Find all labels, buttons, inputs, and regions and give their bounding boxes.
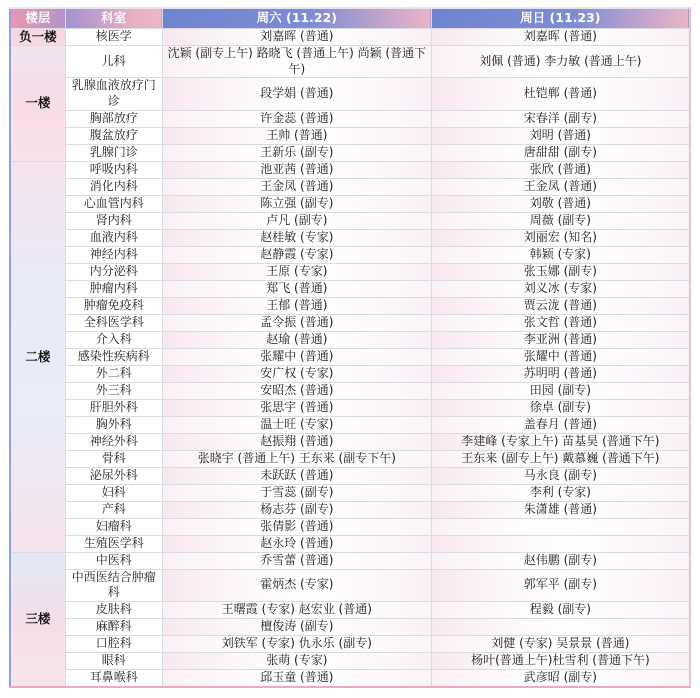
saturday-cell: 安昭杰 (普通) [162, 382, 431, 399]
saturday-cell: 未跃跃 (普通) [162, 467, 431, 484]
sunday-cell: 李建峰 (专家上午) 苗基昊 (普通下午) [431, 433, 690, 450]
table-row [10, 618, 690, 635]
sunday-cell: 刘佩 (普通) 李力敏 (普通上午) [431, 46, 690, 78]
table-row [10, 195, 690, 212]
department-cell: 呼吸内科 [65, 161, 162, 178]
saturday-cell: 张思宇 (普通) [162, 399, 431, 416]
saturday-cell: 温士旺 (专家) [162, 416, 431, 433]
sunday-cell: 徐卓 (副专) [431, 399, 690, 416]
department-cell: 中医科 [65, 552, 162, 569]
saturday-cell: 张耀中 (普通) [162, 348, 431, 365]
department-cell: 麻醉科 [65, 618, 162, 635]
sunday-cell [431, 518, 690, 535]
department-cell: 感染性疾病科 [65, 348, 162, 365]
department-cell: 皮肤科 [65, 601, 162, 618]
sunday-cell: 周薇 (副专) [431, 212, 690, 229]
saturday-cell: 于雪蕊 (副专) [162, 484, 431, 501]
department-cell: 妇科 [65, 484, 162, 501]
saturday-cell: 乔雪蕾 (普通) [162, 552, 431, 569]
department-cell: 产科 [65, 501, 162, 518]
department-cell: 心血管内科 [65, 195, 162, 212]
department-cell: 外三科 [65, 382, 162, 399]
table-row [10, 348, 690, 365]
sunday-cell: 王金凤 (普通) [431, 178, 690, 195]
saturday-cell: 沈颖 (副专上午) 路晓飞 (普通上午) 尚颖 (普通下午) [162, 46, 431, 78]
sunday-cell: 郭军平 (副专) [431, 569, 690, 601]
table-row [10, 78, 690, 110]
department-cell: 消化内科 [65, 178, 162, 195]
table-row [10, 161, 690, 178]
floor-cell: 二楼 [10, 161, 65, 552]
department-cell: 介入科 [65, 331, 162, 348]
department-cell: 全科医学科 [65, 314, 162, 331]
table-row [10, 450, 690, 467]
department-cell: 妇瘤科 [65, 518, 162, 535]
header-row [10, 8, 690, 29]
sunday-cell: 赵伟鹏 (副专) [431, 552, 690, 569]
sunday-cell: 刘丽宏 (知名) [431, 229, 690, 246]
saturday-cell: 邱玉童 (普通) [162, 669, 431, 687]
table-row [10, 314, 690, 331]
duty-schedule-table [9, 7, 691, 688]
saturday-cell: 陈立强 (副专) [162, 195, 431, 212]
saturday-cell: 赵永玲 (普通) [162, 535, 431, 552]
department-cell: 血液内科 [65, 229, 162, 246]
department-cell: 神经外科 [65, 433, 162, 450]
sunday-cell: 王东来 (副专上午) 戴慕巍 (普通下午) [431, 450, 690, 467]
sunday-cell: 盖春月 (普通) [431, 416, 690, 433]
department-cell: 胸外科 [65, 416, 162, 433]
saturday-cell: 张倩影 (普通) [162, 518, 431, 535]
saturday-cell: 许金蕊 (普通) [162, 110, 431, 127]
sunday-cell: 宋春洋 (副专) [431, 110, 690, 127]
department-cell: 腹盆放疗 [65, 127, 162, 144]
saturday-cell: 安广权 (专家) [162, 365, 431, 382]
saturday-cell: 杨志芬 (副专) [162, 501, 431, 518]
table-row [10, 110, 690, 127]
table-row [10, 501, 690, 518]
header-sunday: 周日 (11.23) [431, 8, 690, 29]
sunday-cell: 程毅 (副专) [431, 601, 690, 618]
table-row [10, 297, 690, 314]
saturday-cell: 刘铁军 (专家) 仇永乐 (副专) [162, 635, 431, 652]
table-row [10, 246, 690, 263]
saturday-cell: 段学娟 (普通) [162, 78, 431, 110]
table-row [10, 635, 690, 652]
sunday-cell: 刘嘉晖 (普通) [431, 29, 690, 46]
table-row [10, 263, 690, 280]
sunday-cell: 张文哲 (普通) [431, 314, 690, 331]
sunday-cell [431, 535, 690, 552]
department-cell: 肝胆外科 [65, 399, 162, 416]
department-cell: 儿科 [65, 46, 162, 78]
table-row [10, 144, 690, 161]
sunday-cell: 张耀中 (普通) [431, 348, 690, 365]
sunday-cell: 贾云泷 (普通) [431, 297, 690, 314]
department-cell: 肿瘤内科 [65, 280, 162, 297]
table-row [10, 535, 690, 552]
table-row [10, 29, 690, 46]
saturday-cell: 赵静霞 (专家) [162, 246, 431, 263]
department-cell: 中西医结合肿瘤科 [65, 569, 162, 601]
department-cell: 口腔科 [65, 635, 162, 652]
table-row [10, 467, 690, 484]
saturday-cell: 霍炳杰 (专家) [162, 569, 431, 601]
table-row [10, 280, 690, 297]
saturday-cell: 王曙霞 (专家) 赵宏业 (普通) [162, 601, 431, 618]
sunday-cell: 田园 (副专) [431, 382, 690, 399]
table-row [10, 229, 690, 246]
floor-cell: 三楼 [10, 552, 65, 687]
department-cell: 乳腺门诊 [65, 144, 162, 161]
department-cell: 肿瘤免疫科 [65, 297, 162, 314]
table-row [10, 416, 690, 433]
sunday-cell: 杨叶(普通上午)杜雪利 (普通下午) [431, 652, 690, 669]
saturday-cell: 张萌 (专家) [162, 652, 431, 669]
table-row [10, 518, 690, 535]
table-row [10, 127, 690, 144]
saturday-cell: 檀俊涛 (副专) [162, 618, 431, 635]
department-cell: 胸部放疗 [65, 110, 162, 127]
sunday-cell: 杜铠郸 (普通) [431, 78, 690, 110]
saturday-cell: 卢凡 (副专) [162, 212, 431, 229]
department-cell: 眼科 [65, 652, 162, 669]
department-cell: 肾内科 [65, 212, 162, 229]
sunday-cell [431, 618, 690, 635]
saturday-cell: 郑飞 (普通) [162, 280, 431, 297]
table-row [10, 178, 690, 195]
table-header [10, 8, 690, 29]
sunday-cell: 刘健 (专家) 吴景景 (普通) [431, 635, 690, 652]
saturday-cell: 赵瑜 (普通) [162, 331, 431, 348]
sunday-cell: 李利 (专家) [431, 484, 690, 501]
saturday-cell: 赵振翔 (普通) [162, 433, 431, 450]
schedule-body [10, 29, 690, 687]
department-cell: 耳鼻喉科 [65, 669, 162, 687]
table-row [10, 212, 690, 229]
sunday-cell: 张欣 (普通) [431, 161, 690, 178]
sunday-cell: 武彦昭 (副专) [431, 669, 690, 687]
header-saturday: 周六 (11.22) [162, 8, 431, 29]
department-cell: 生殖医学科 [65, 535, 162, 552]
table-row [10, 331, 690, 348]
saturday-cell: 孟令振 (普通) [162, 314, 431, 331]
saturday-cell: 王金凤 (普通) [162, 178, 431, 195]
department-cell: 内分泌科 [65, 263, 162, 280]
table-row [10, 433, 690, 450]
sunday-cell: 朱潇雄 (普通) [431, 501, 690, 518]
floor-cell: 一楼 [10, 46, 65, 161]
table-row [10, 601, 690, 618]
header-floor: 楼层 [10, 8, 65, 29]
department-cell: 骨科 [65, 450, 162, 467]
department-cell: 泌尿外科 [65, 467, 162, 484]
sunday-cell: 唐甜甜 (副专) [431, 144, 690, 161]
department-cell: 外二科 [65, 365, 162, 382]
department-cell: 乳腺血液放疗门诊 [65, 78, 162, 110]
table-row [10, 46, 690, 78]
table-row [10, 365, 690, 382]
department-cell: 核医学 [65, 29, 162, 46]
sunday-cell: 张玉娜 (副专) [431, 263, 690, 280]
table-row [10, 552, 690, 569]
header-department: 科室 [65, 8, 162, 29]
table-row [10, 569, 690, 601]
table-row [10, 652, 690, 669]
saturday-cell: 池亚茜 (普通) [162, 161, 431, 178]
saturday-cell: 赵桂敏 (专家) [162, 229, 431, 246]
sunday-cell: 刘义冰 (专家) [431, 280, 690, 297]
saturday-cell: 刘嘉晖 (普通) [162, 29, 431, 46]
table-row [10, 399, 690, 416]
table-row [10, 484, 690, 501]
table-row [10, 669, 690, 687]
saturday-cell: 王郁 (普通) [162, 297, 431, 314]
sunday-cell: 刘敬 (普通) [431, 195, 690, 212]
saturday-cell: 王帅 (普通) [162, 127, 431, 144]
sunday-cell: 刘明 (普通) [431, 127, 690, 144]
sunday-cell: 李亚洲 (普通) [431, 331, 690, 348]
saturday-cell: 王原 (专家) [162, 263, 431, 280]
sunday-cell: 苏明明 (普通) [431, 365, 690, 382]
table-row [10, 382, 690, 399]
saturday-cell: 王新乐 (副专) [162, 144, 431, 161]
saturday-cell: 张晓宇 (普通上午) 王东来 (副专下午) [162, 450, 431, 467]
sunday-cell: 马永良 (副专) [431, 467, 690, 484]
floor-cell: 负一楼 [10, 29, 65, 46]
sunday-cell: 韩颖 (专家) [431, 246, 690, 263]
department-cell: 神经内科 [65, 246, 162, 263]
